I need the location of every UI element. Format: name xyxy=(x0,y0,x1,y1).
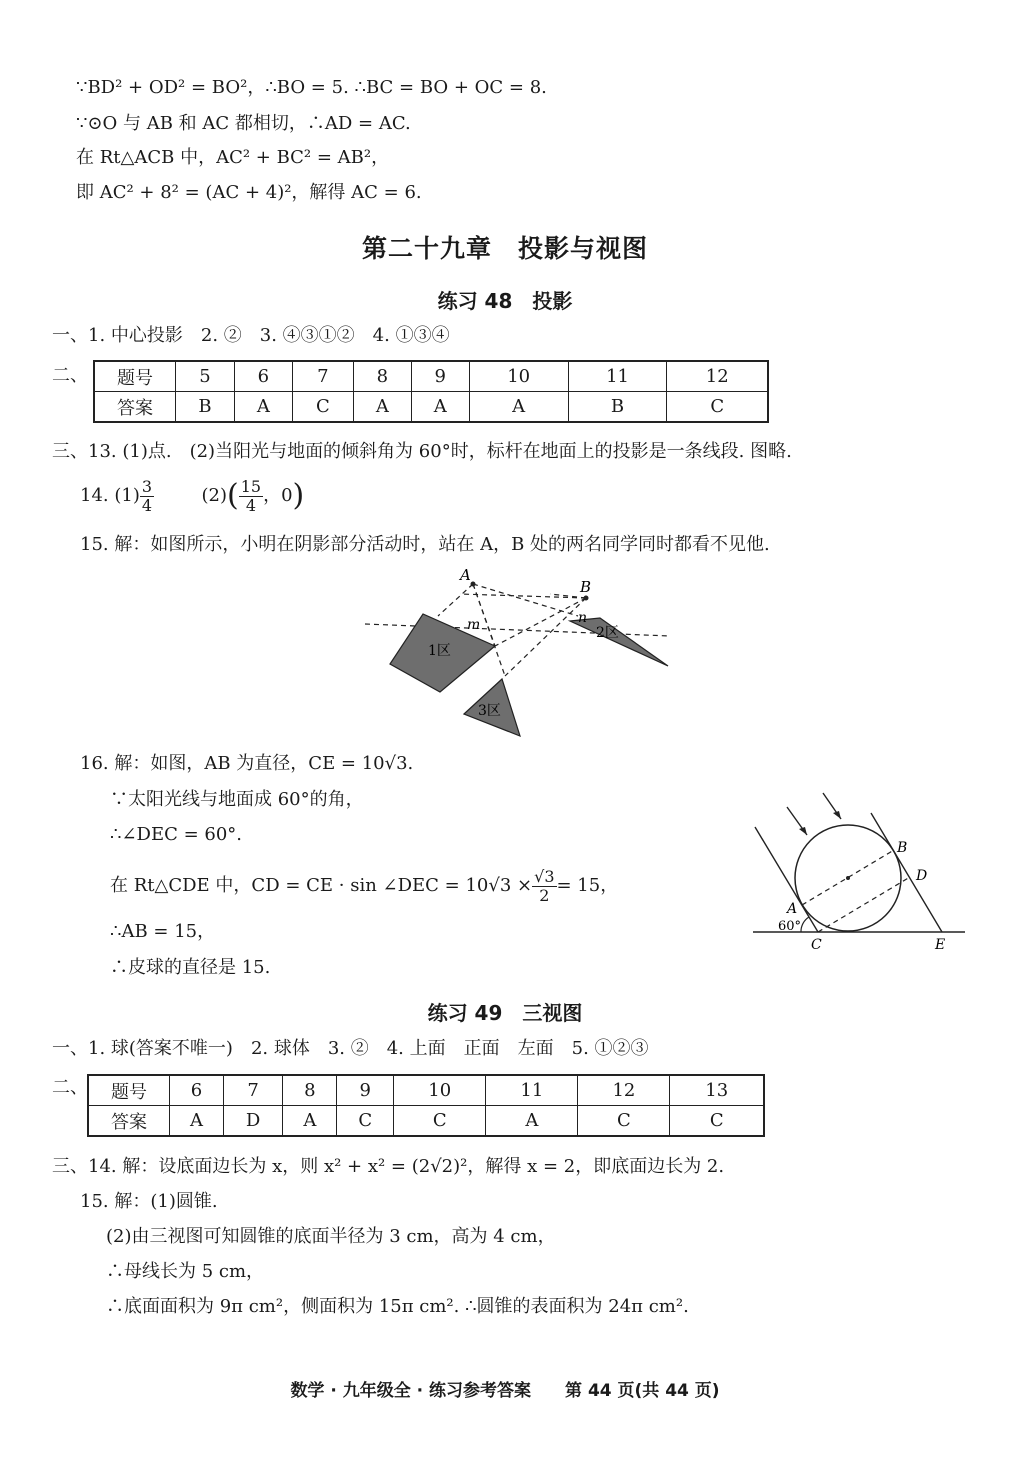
exercise-48-title: 练习 48 投影 xyxy=(437,289,573,313)
table-cell: 7 xyxy=(292,361,353,392)
ex49-q14: 三、14. 解：设底面边长为 x，则 x² + x² = (2√2)²，解得 x = 2，即底面边长为 2. xyxy=(52,1156,725,1177)
point-e-label: E xyxy=(935,937,946,953)
fraction-denominator: 2 xyxy=(539,885,550,905)
point-b-dot xyxy=(584,596,589,601)
q14-end: ，0 xyxy=(263,485,293,506)
table-cell: 10 xyxy=(469,361,568,392)
table-cell: 12 xyxy=(578,1075,670,1106)
q16-line-5: ∴AB = 15， xyxy=(110,921,216,942)
table-cell: 6 xyxy=(234,361,292,392)
ball-shadow-figure xyxy=(745,785,970,960)
table-cell: B xyxy=(568,392,667,423)
ex49-answer-table xyxy=(87,1074,765,1137)
proof-line-4: 即 AC² + 8² = (AC + 4)²，解得 AC = 6. xyxy=(76,182,422,203)
table-cell: 7 xyxy=(223,1075,282,1106)
point-b-label-2: B xyxy=(897,840,908,856)
q16-line-1: 16. 解：如图，AB 为直径，CE = 10√3. xyxy=(80,753,414,774)
q16-line-3: ∴∠DEC = 60°. xyxy=(110,824,243,845)
table-cell: 10 xyxy=(394,1075,486,1106)
exercise-49-title: 练习 49 三视图 xyxy=(427,1001,583,1025)
q16-line-2: ∵太阳光线与地面成 60°的角， xyxy=(110,789,364,810)
table-cell: C xyxy=(394,1106,486,1137)
fraction-numerator: 15 xyxy=(240,476,262,496)
ex49-part2-label: 二、 xyxy=(52,1077,88,1098)
table-cell: 9 xyxy=(411,361,469,392)
ex49-q15-line-1: 15. 解：(1)圆锥. xyxy=(80,1191,218,1212)
table-header-cell: 答案 xyxy=(94,392,176,423)
chapter-title: 第二十九章 投影与视图 xyxy=(361,234,648,263)
table-header-cell: 题号 xyxy=(94,361,176,392)
table-cell: 11 xyxy=(568,361,667,392)
q16-line-6: ∴皮球的直径是 15. xyxy=(110,957,271,978)
table-cell: 13 xyxy=(670,1075,764,1106)
zone-3-label: 3区 xyxy=(478,703,501,719)
table-cell: 5 xyxy=(176,361,235,392)
point-a-label: A xyxy=(460,566,471,584)
label-n: n xyxy=(578,610,588,626)
table-cell: A xyxy=(486,1106,578,1137)
ex49-q15-line-4: ∴底面面积为 9π cm²，侧面积为 15π cm². ∴圆锥的表面积为 24π cm². xyxy=(106,1296,689,1317)
table-cell: C xyxy=(578,1106,670,1137)
q16-fraction xyxy=(532,868,556,905)
table-cell: 8 xyxy=(353,361,411,392)
angle-label: 60° xyxy=(778,919,802,934)
proof-line-1: ∵BD² + OD² = BO²，∴BO = 5. ∴BC = BO + OC = 8. xyxy=(76,77,547,98)
fraction-numerator: √3 xyxy=(534,866,555,886)
label-m: m xyxy=(467,617,481,633)
proof-line-3: 在 Rt△ACB 中，AC² + BC² = AB²， xyxy=(76,147,390,168)
fraction-denominator: 4 xyxy=(245,495,256,515)
table-cell: 11 xyxy=(486,1075,578,1106)
table-cell: A xyxy=(170,1106,224,1137)
table-cell: A xyxy=(469,392,568,423)
table-cell: 9 xyxy=(337,1075,394,1106)
q16-line-4-end: = 15， xyxy=(556,875,619,896)
q14-prefix: 14. (1) xyxy=(80,485,140,506)
table-cell: A xyxy=(353,392,411,423)
ex48-answer-table xyxy=(93,360,769,423)
ex49-q15-line-3: ∴母线长为 5 cm， xyxy=(106,1261,265,1282)
ex49-part1: 一、1. 球(答案不唯一) 2. 球体 3. ② 4. 上面 正面 左面 5. ①②③ xyxy=(52,1038,649,1059)
table-cell: A xyxy=(234,392,292,423)
fraction-numerator: 3 xyxy=(141,476,153,496)
q14-fraction-2 xyxy=(239,478,263,515)
ex48-part2-label: 二、 xyxy=(52,365,88,386)
ex49-q15-line-2: (2)由三视图可知圆锥的底面半径为 3 cm，高为 4 cm， xyxy=(106,1226,556,1247)
table-row xyxy=(94,392,768,423)
proof-line-2: ∵⊙O 与 AB 和 AC 都相切，∴AD = AC. xyxy=(76,113,411,134)
table-row xyxy=(88,1106,764,1137)
zone-1-label: 1区 xyxy=(428,643,451,659)
point-a-label-2: A xyxy=(787,901,798,917)
point-d-label: D xyxy=(916,868,928,884)
ex48-q15: 15. 解：如图所示，小明在阴影部分活动时，站在 A，B 处的两名同学同时都看不见他. xyxy=(80,534,770,555)
q14-mid: (2) xyxy=(201,485,228,506)
page-footer: 数学 · 九年级全 · 练习参考答案 第 44 页(共 44 页) xyxy=(290,1381,720,1401)
zone-2-label: 2区 xyxy=(596,625,619,641)
table-cell: C xyxy=(337,1106,394,1137)
table-row xyxy=(94,361,768,392)
ex48-part1: 一、1. 中心投影 2. ② 3. ④③①② 4. ①③④ xyxy=(52,325,450,346)
table-cell: C xyxy=(670,1106,764,1137)
table-header-cell: 题号 xyxy=(88,1075,170,1106)
table-cell: B xyxy=(176,392,235,423)
ex48-q13: 三、13. (1)点. (2)当阳光与地面的倾斜角为 60°时，标杆在地面上的投影是一条线段. 图略. xyxy=(52,441,792,462)
point-c-label: C xyxy=(811,937,822,953)
table-cell: A xyxy=(411,392,469,423)
table-cell: 12 xyxy=(667,361,768,392)
table-cell: C xyxy=(292,392,353,423)
table-cell: C xyxy=(667,392,768,423)
point-b-label: B xyxy=(580,578,592,596)
shadow-zones-figure xyxy=(360,566,680,746)
table-header-cell: 答案 xyxy=(88,1106,170,1137)
table-cell: 8 xyxy=(283,1075,337,1106)
table-row xyxy=(88,1075,764,1106)
point-a-dot xyxy=(471,582,476,587)
table-cell: A xyxy=(283,1106,337,1137)
ex48-q14: 14. (1) $\frac{3}{4}$ (2)( $\frac{15}{4}$ ，0) xyxy=(80,476,305,515)
q14-fraction-1 xyxy=(140,478,154,515)
table-cell: 6 xyxy=(170,1075,224,1106)
fraction-denominator: 4 xyxy=(141,495,153,515)
q16-line-4 xyxy=(110,864,618,908)
q16-line-4-text: 在 Rt△CDE 中，CD = CE · sin ∠DEC = 10√3 × xyxy=(110,875,533,896)
table-cell: D xyxy=(223,1106,282,1137)
